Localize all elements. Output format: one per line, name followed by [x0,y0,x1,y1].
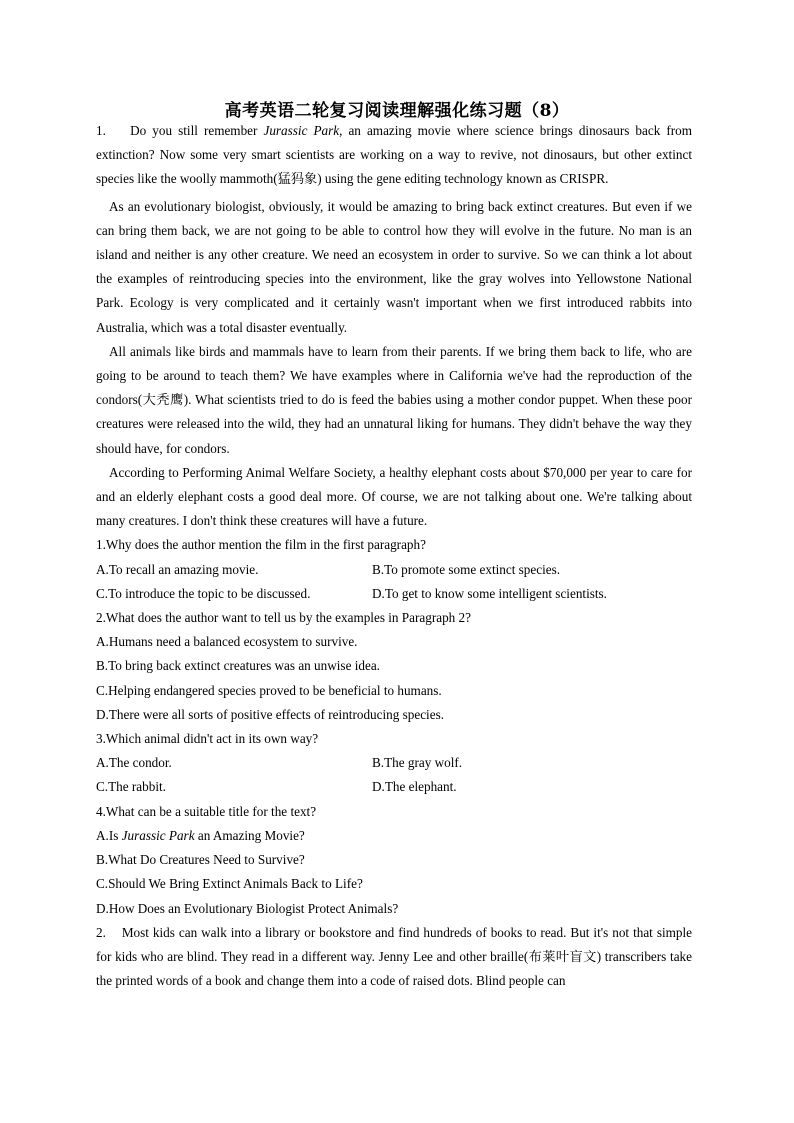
page-title: 高考英语二轮复习阅读理解强化练习题（8） [224,101,570,121]
question-2-stem: 2.What does the author want to tell us by the examples in Paragraph 2? [96,610,472,626]
question-4-option-d: D.How Does an Evolutionary Biologist Protect Animals? [96,900,399,916]
passage-1-number: 1. [96,123,106,138]
question-1-option-c: C.To introduce the topic to be discussed. [96,585,311,601]
question-4-option-b: B.What Do Creatures Need to Survive? [96,852,305,868]
question-3-option-b: B.The gray wolf. [372,755,463,771]
question-3-option-a: A.The condor. [96,755,172,771]
question-4-film-title: Jurassic Park [121,827,195,843]
question-3-option-c: C.The rabbit. [96,779,166,795]
passage-2-paragraph-1 [96,921,692,994]
question-4-option-a-suffix: an Amazing Movie? [197,827,305,843]
question-1-stem: 1.Why does the author mention the film in the first paragraph? [96,537,426,553]
question-4-option-a-prefix: A.Is [96,827,119,843]
question-4-option-a [96,824,692,848]
question-3-options-row-1 [96,751,692,775]
passage-1-paragraph-3: All animals like birds and mammals have to learn from their parents. If we bring them back to life, who are going to be around to teach them? We have examples where in California we've had the reproduction of the condors(大秃鹰). What scientists tried to do is feed the babies using a mother condor puppet. When these poor creatures were released into the wild, they had an unnatural liking for humans. They didn't behave the way they should have, for condors. [96,343,692,456]
question-4-option-c: C.Should We Bring Extinct Animals Back to Life? [96,876,363,892]
passage-1-paragraph-1 [96,119,692,192]
question-2-option-a: A.Humans need a balanced ecosystem to survive. [96,634,358,650]
film-title: Jurassic Park [263,123,340,138]
passage-2-p1-text: Most kids can walk into a library or bookstore and find hundreds of books to read. But it's not that simple for kids who are blind. They read in a different way. Jenny Lee and other braille(布莱叶盲文) transcribers take the printed words of a book and change them into a code of raised dots. Blind people can [96,924,692,989]
passage-1-paragraph-4: According to Performing Animal Welfare Society, a healthy elephant costs about $70,000 per year to care for and an elderly elephant costs a good deal more. Of course, we are not talking about one. We're talking about many creatures. I don't think these creatures will have a future. [96,464,692,529]
passage-1-paragraph-2: As an evolutionary biologist, obviously, it would be amazing to bring back extinct creatures. But even if we can bring them back, we are not going to be able to control how they will evolve in the future. No man is an island and neither is any other creature. We need an ecosystem in order to survive. So we can think a lot about the examples of reintroducing species into the environment, like the gray wolves into Yellowstone National Park. Ecology is very complicated and it certainly wasn't important when we first introduced rabbits into Australia, which was a total disaster eventually. [96,198,692,335]
question-3-options-row-2 [96,775,692,799]
question-2-option-c: C.Helping endangered species proved to be beneficial to humans. [96,682,442,698]
question-3-stem: 3.Which animal didn't act in its own way? [96,731,319,747]
question-2-option-d: D.There were all sorts of positive effects of reintroducing species. [96,706,445,722]
passage-1-p1-rest: , an amazing movie where science brings dinosaurs back from extinction? Now some very smart scientists are working on a way to revive, not dinosaurs, but other extinct species like the woolly mammoth(猛犸象) using the gene editing technology known as CRISPR. [96,123,693,187]
passage-1-p1-lead: Do you still remember [130,123,258,138]
question-1-options-row-2 [96,582,692,606]
document-body [96,119,692,993]
passage-2-number: 2. [96,924,106,940]
question-3-option-d: D.The elephant. [372,779,457,795]
question-1-option-b: B.To promote some extinct species. [372,561,561,577]
question-1-options-row-1 [96,558,692,582]
question-1-option-d: D.To get to know some intelligent scientists. [372,585,607,601]
question-2-option-b: B.To bring back extinct creatures was an unwise idea. [96,658,380,674]
question-4-stem: 4.What can be a suitable title for the text? [96,803,317,819]
question-1-option-a: A.To recall an amazing movie. [96,561,259,577]
